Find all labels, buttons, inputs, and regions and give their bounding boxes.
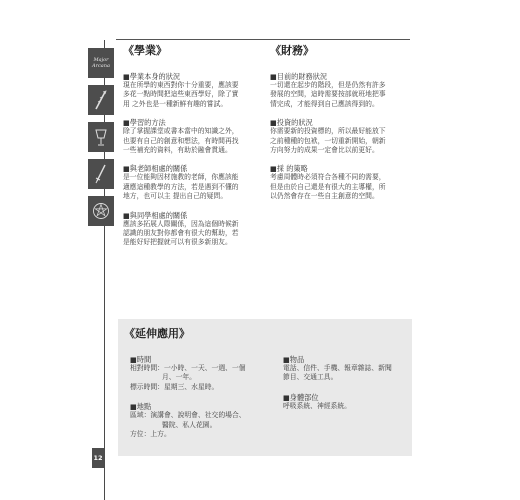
section-line: 地方，也可以主 提出自己的疑問。 <box>123 192 228 201</box>
section-line: 醫院、私人花園。 <box>162 420 217 429</box>
section-title: ■採 的策略 <box>270 164 308 174</box>
extended-right-column <box>283 355 408 421</box>
section-title: ■目前的財務狀況 <box>270 72 328 81</box>
section-title: ■學業本身的狀況 <box>123 72 181 81</box>
finance-heading: 《財務》 <box>270 44 314 57</box>
study-section <box>123 118 265 155</box>
study-section <box>123 211 265 248</box>
extended-section <box>130 402 270 439</box>
section-title: ■投資的狀況 <box>270 118 313 128</box>
section-line: 方位：上方。 <box>130 430 171 439</box>
section-line: 是一位能夠因材施教的老師，你應該能 <box>123 173 239 182</box>
section-line: 一些補充的資料，有助於融會貫通。 <box>123 146 232 155</box>
extended-application-box <box>118 319 412 456</box>
extended-heading: 《延伸應用》 <box>124 327 190 340</box>
extended-section <box>130 355 270 392</box>
section-title: ■與老師相處的關係 <box>123 164 188 174</box>
study-heading: 《學業》 <box>123 44 167 57</box>
section-line: 發展的空間，這時需要按部就班地把事 <box>270 90 386 99</box>
section-line: 節目、交通工具。 <box>283 373 338 382</box>
section-title: ■物品 <box>283 355 305 364</box>
section-line: 以仍然會存在一些自主創意的空間。 <box>270 192 379 201</box>
section-line: 多花一點時間把這些東西學好，除了實 <box>123 90 239 99</box>
study-section <box>123 72 265 109</box>
study-column <box>123 44 265 257</box>
section-line: 考慮周體時必須符合各種不同的需要， <box>270 173 386 182</box>
section-line: 電話、信件、手機、報章雜誌、新聞 <box>283 364 392 372</box>
section-line: 你需要新的投資標的，所以最好能放下 <box>270 127 386 136</box>
section-line: 是能好好把握就可以有很多新朋友。 <box>123 238 232 247</box>
section-line: 認識的朋友對你都會有很大的幫助，若 <box>123 229 239 238</box>
sidebar-strip <box>88 48 114 233</box>
section-title: ■時間 <box>130 355 152 364</box>
finance-column <box>270 44 410 211</box>
cup-icon <box>88 122 114 152</box>
section-title: ■身體部位 <box>283 392 319 402</box>
section-line: 也要有自己的創意和想法，有時間再找 <box>123 136 239 145</box>
finance-section <box>270 118 410 155</box>
extended-left-column <box>130 355 270 449</box>
section-title: ■地點 <box>130 402 152 412</box>
section-line: 月、一年。 <box>162 373 196 382</box>
study-section <box>123 164 265 201</box>
section-line: 區域：演講會、說明會、社交的場合、 <box>130 411 246 420</box>
section-line: 用 之外也是一種新鮮有趣的嘗試。 <box>123 99 228 108</box>
section-line: 除了掌握課堂或書本當中的知識之外， <box>123 127 239 136</box>
pentacle-icon <box>88 196 114 226</box>
section-line: 一切還在起步的階段，但是仍然有許多 <box>270 81 386 89</box>
section-line: 但是由於自己還是有很大的主導權，所 <box>270 182 386 191</box>
section-line: 方向努力的成果一定會比以前更好。 <box>270 146 379 155</box>
major-arcana-tab <box>88 48 114 78</box>
finance-section <box>270 164 410 201</box>
section-line: 呼吸系統、神經系統。 <box>283 401 351 410</box>
sword-icon <box>88 159 114 189</box>
wand-icon <box>88 85 114 115</box>
extended-section <box>283 355 408 383</box>
finance-section <box>270 72 410 109</box>
section-line: 應該多拓展人際關係，因為這個時候新 <box>123 219 239 228</box>
section-line: 現在所學的東西對你十分重要，應該要 <box>123 81 239 89</box>
section-line: 相對時間：一小時、一天、一週、一個 <box>130 364 246 372</box>
section-title: ■與同學相處的關係 <box>123 210 188 220</box>
section-line: 之前種種的包袱，一切重新開始，朝新 <box>270 136 386 145</box>
major-arcana-label-2: Arcana <box>92 63 110 69</box>
section-line: 標示時間：星期三、水星時。 <box>130 382 219 391</box>
section-line: 適應這種教學的方法，若是遇到不懂的 <box>123 182 239 191</box>
major-arcana-label-1: Major <box>93 57 109 63</box>
section-line: 情完成，才能得到自己應該得到的。 <box>270 99 379 108</box>
top-rule <box>116 39 410 40</box>
page-number: 12 <box>92 448 104 468</box>
extended-section <box>283 393 408 411</box>
section-title: ■學習的方法 <box>123 118 166 128</box>
